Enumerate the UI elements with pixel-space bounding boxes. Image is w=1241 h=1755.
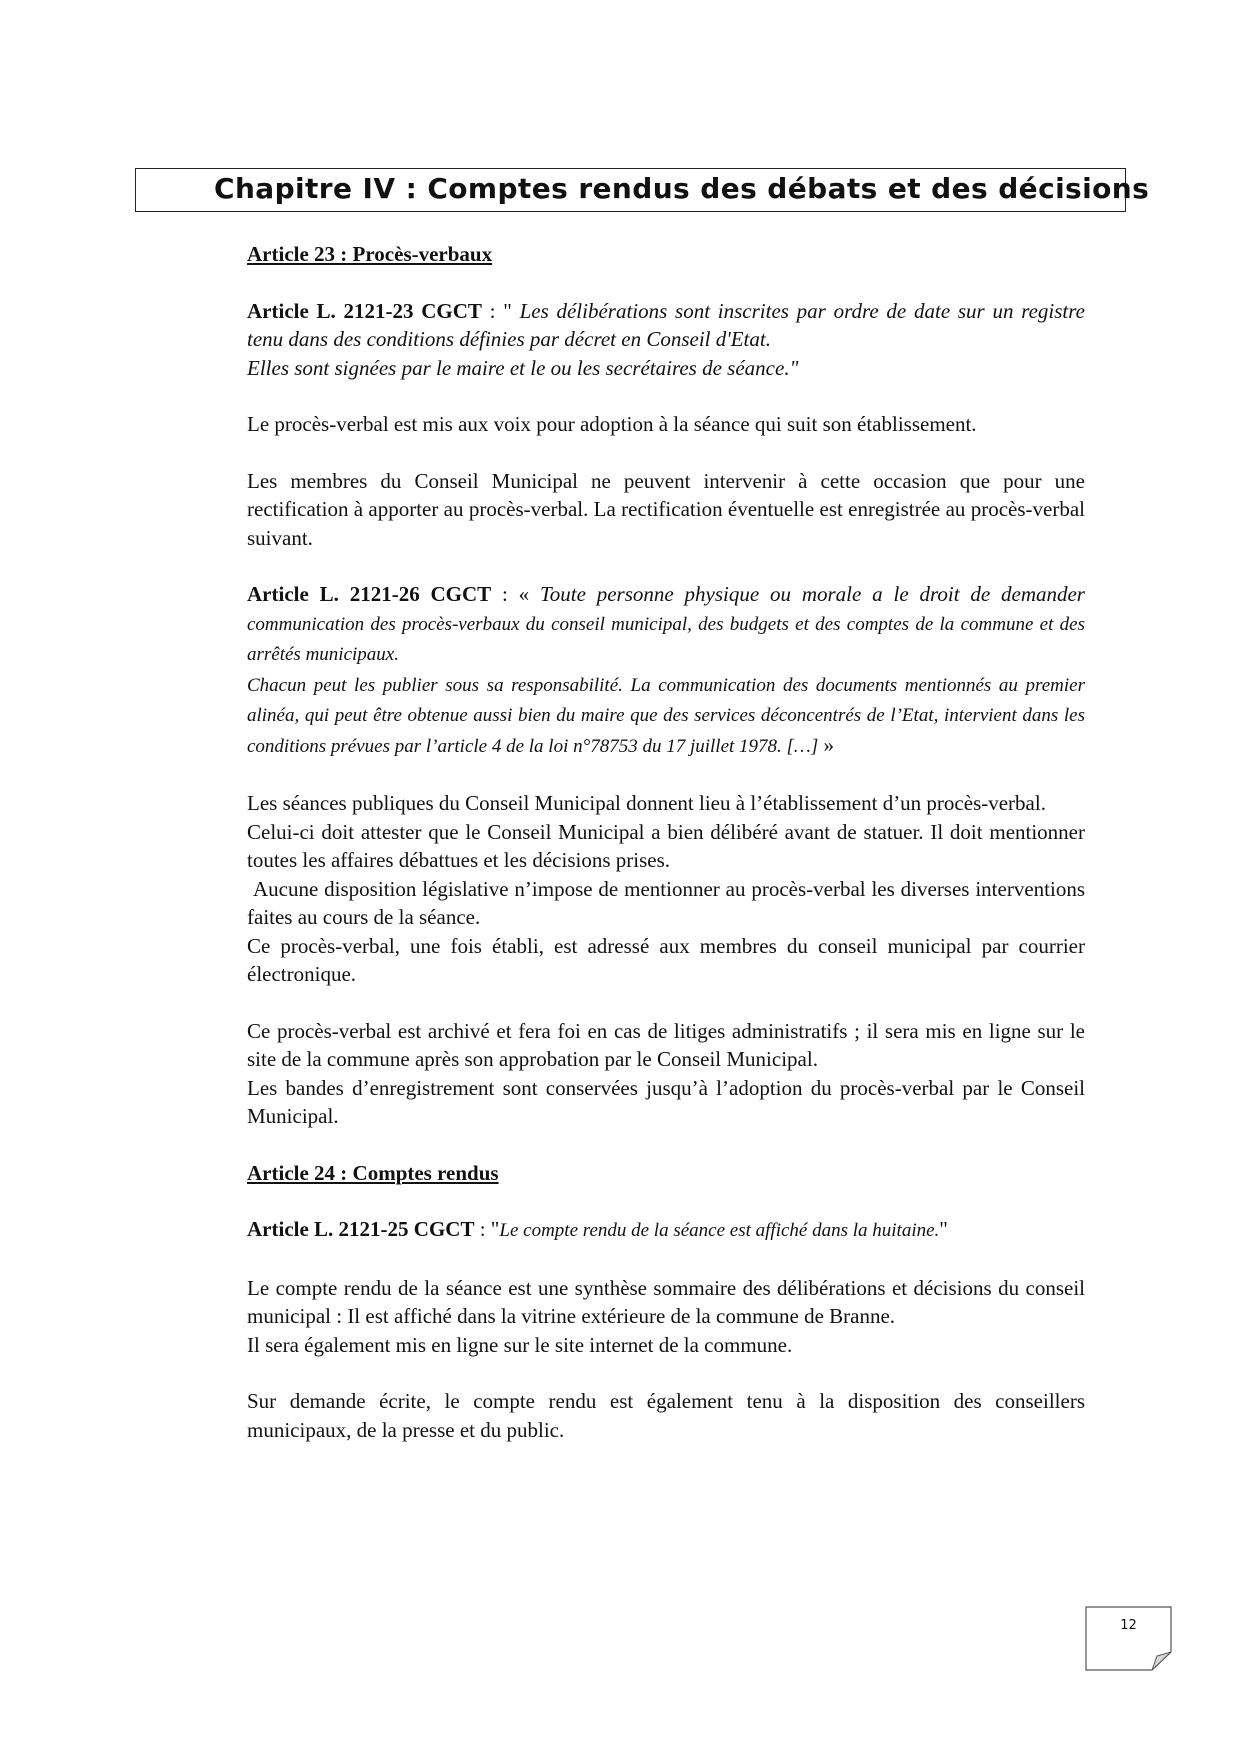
article-l2121-25-quote <box>247 1215 1085 1246</box>
paragraph: Les bandes d’enregistrement sont conservées jusqu’à l’adoption du procès-verbal par le Conseil Municipal. <box>247 1075 1085 1128</box>
paragraph: Aucune disposition législative n’impose de mentionner au procès-verbal les diverses interventions faites au cours de la séance. <box>247 876 1085 929</box>
page-number-box <box>1085 1606 1172 1671</box>
chapter-title: Chapitre IV : Comptes rendus des débats et des décisions <box>214 172 1150 205</box>
article-ref: Article L. 2121-25 CGCT <box>247 1217 475 1241</box>
quote-close: " <box>939 1217 948 1241</box>
paragraph: Ce procès-verbal est archivé et fera foi en cas de litiges administratifs ; il sera mis en ligne sur le site de la commune après son approbation par le Conseil Municipal. <box>247 1018 1085 1071</box>
paragraph: Celui-ci doit attester que le Conseil Municipal a bien délibéré avant de statuer. Il doit mentionner toutes les affaires débattues et les décisions prises. <box>247 819 1085 872</box>
document-body <box>247 240 1085 1444</box>
quote-separator: : « <box>491 582 540 606</box>
paragraph: Le procès-verbal est mis aux voix pour adoption à la séance qui suit son établissement. <box>247 412 977 436</box>
quote-paragraph <box>247 670 1085 762</box>
quote-text-continued: Elles sont signées par le maire et le ou les secrétaires de séance." <box>247 355 799 380</box>
quote-separator: : " <box>481 298 520 323</box>
quote-text: Les délibérations sont inscrites par ordre de date sur un registre tenu dans des conditions définies par décret en Conseil d'Etat. <box>247 298 1085 351</box>
paragraph: Le compte rendu de la séance est une synthèse sommaire des délibérations et décisions du conseil municipal : Il est affiché dans la vitrine extérieure de la commune de Branne. <box>247 1275 1085 1328</box>
article-23-heading: Article 23 : Procès-verbaux <box>247 242 493 266</box>
paragraph: Ce procès-verbal, une fois établi, est adressé aux membres du conseil municipal par courrier électronique. <box>247 933 1085 986</box>
quote-close: » <box>818 732 834 757</box>
quote-text: Le compte rendu de la séance est affiché dans la huitaine. <box>499 1220 940 1241</box>
quote-text-continued: communication des procès-verbaux du conseil municipal, des budgets et des comptes de la commune et des arrêtés municipaux. <box>247 613 1085 665</box>
paragraph: Sur demande écrite, le compte rendu est également tenu à la disposition des conseillers municipaux, de la presse et du public. <box>247 1389 1085 1442</box>
paragraph: Les membres du Conseil Municipal ne peuvent intervenir à cette occasion que pour une rectification à apporter au procès-verbal. La rectification éventuelle est enregistrée au procès-verbal suivant. <box>247 468 1085 550</box>
paragraph: Les séances publiques du Conseil Municipal donnent lieu à l’établissement d’un procès-verbal. <box>247 791 1046 815</box>
quote-text: Toute personne physique ou morale a le droit de demander <box>540 582 1085 606</box>
quote-text: Chacun peut les publier sous sa responsabilité. La communication des documents mentionnés au premier alinéa, qui peut être obtenue aussi bien du maire que des services déconcentrés de l’Etat, intervient dans les conditions prévues par l’article 4 de la loi n°78753 du 17 juillet 1978. […] <box>247 674 1085 757</box>
chapter-title-box <box>135 168 1150 212</box>
quote-separator: : " <box>474 1217 500 1241</box>
page-number: 12 <box>1120 1618 1137 1633</box>
article-l2121-26-quote <box>247 580 1085 670</box>
paragraph: Il sera également mis en ligne sur le site internet de la commune. <box>247 1332 793 1357</box>
article-24-heading: Article 24 : Comptes rendus <box>247 1160 499 1185</box>
article-ref: Article L. 2121-23 CGCT <box>247 298 482 323</box>
article-l2121-23-quote <box>247 297 1085 354</box>
folded-corner-icon <box>1085 1606 1172 1671</box>
article-ref: Article L. 2121-26 CGCT <box>247 582 492 606</box>
